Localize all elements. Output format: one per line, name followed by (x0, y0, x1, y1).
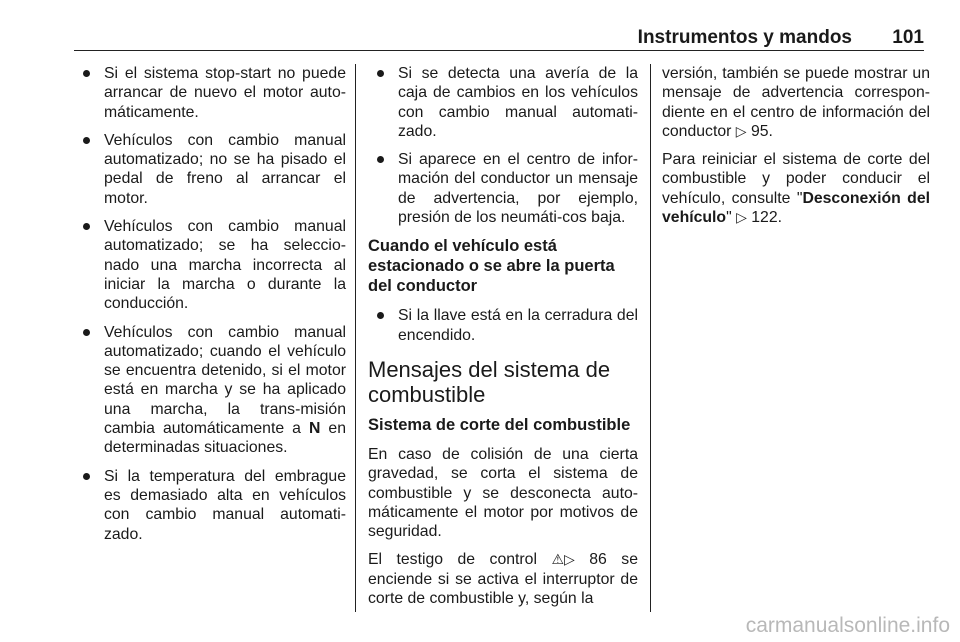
list-item: Si la temperatura del embrague es demasiado alta en vehículos con cambio manual automati-zado. (74, 467, 346, 544)
page-header (74, 28, 924, 51)
header-title: Instrumentos y mandos (637, 27, 852, 48)
list-item-text: Vehículos con cambio manual automatizado; cuando el vehículo se encuentra detenido, si el motor está en marcha y se ha aplicado una marcha, la trans-misión cambia automáticamente a (104, 323, 346, 438)
paragraph-text: " (726, 209, 737, 227)
list-item: Vehículos con cambio manual automatizado; no se ha pisado el pedal de freno al arrancar el motor. (74, 131, 346, 208)
triangle-reference-icon: ▷ (735, 123, 747, 140)
gear-label: N (308, 420, 321, 438)
paragraph: En caso de colisión de una cierta gravedad, se corta el sistema de combustible y se desconecta auto-máticamente el motor por motivos de seguridad. (368, 445, 638, 541)
page-reference[interactable]: 86 (589, 551, 607, 569)
subheading: Cuando el vehículo está estacionado o se abre la puerta del conductor (368, 237, 615, 296)
list-item: Si la llave está en la cerradura del encendido. (368, 306, 638, 345)
paragraph-text: El testigo de control (368, 551, 552, 569)
watermark: carmanualsonline.info (745, 614, 950, 637)
column-1 (74, 64, 346, 553)
triangle-reference-icon: ▷ (736, 210, 747, 227)
page-reference[interactable]: 122. (751, 209, 783, 227)
paragraph (662, 64, 930, 141)
list-item (74, 323, 346, 458)
list-item-text: en determinadas situaciones. (104, 420, 346, 457)
list-item: Si aparece en el centro de infor-mación del conductor un mensaje de advertencia, por ejemplo, presión de los neumáti-cos baja. (368, 150, 638, 227)
list-item: Si se detecta una avería de la caja de cambios en los vehículos con cambio manual automati-zado. (368, 64, 638, 141)
page-reference[interactable]: 95. (750, 122, 773, 140)
triangle-reference-icon: ▷ (564, 552, 575, 569)
column-divider (355, 64, 356, 612)
paragraph (662, 150, 930, 227)
cross-reference-title[interactable]: Desconexión del vehículo (662, 189, 930, 227)
column-divider (650, 64, 651, 612)
column-3 (662, 64, 930, 236)
section-title: Mensajes del sistema de combustible (368, 356, 611, 407)
bullet-list (368, 306, 638, 345)
warning-triangle-icon: ⚠ (551, 552, 565, 569)
paragraph-text: se enciende si se activa el interruptor de corte de combustible y, según la (368, 551, 638, 608)
page-number: 101 (892, 27, 924, 48)
paragraph (368, 550, 638, 608)
paragraph-text: Para reiniciar el sistema de corte del combustible y poder conducir el vehículo, consulte " (662, 151, 930, 207)
list-item: Si el sistema stop-start no puede arrancar de nuevo el motor auto-máticamente. (74, 64, 346, 122)
list-item: Vehículos con cambio manual automatizado; se ha seleccio-nado una marcha incorrecta al iniciar la marcha o durante la conducción. (74, 217, 346, 313)
bullet-list (74, 64, 346, 544)
bullet-list (368, 64, 638, 227)
subheading: Sistema de corte del combustible (368, 415, 631, 434)
column-2 (368, 64, 638, 617)
paragraph-text: versión, también se puede mostrar un mensaje de advertencia correspon-diente en el centro de información del conductor (662, 65, 930, 140)
